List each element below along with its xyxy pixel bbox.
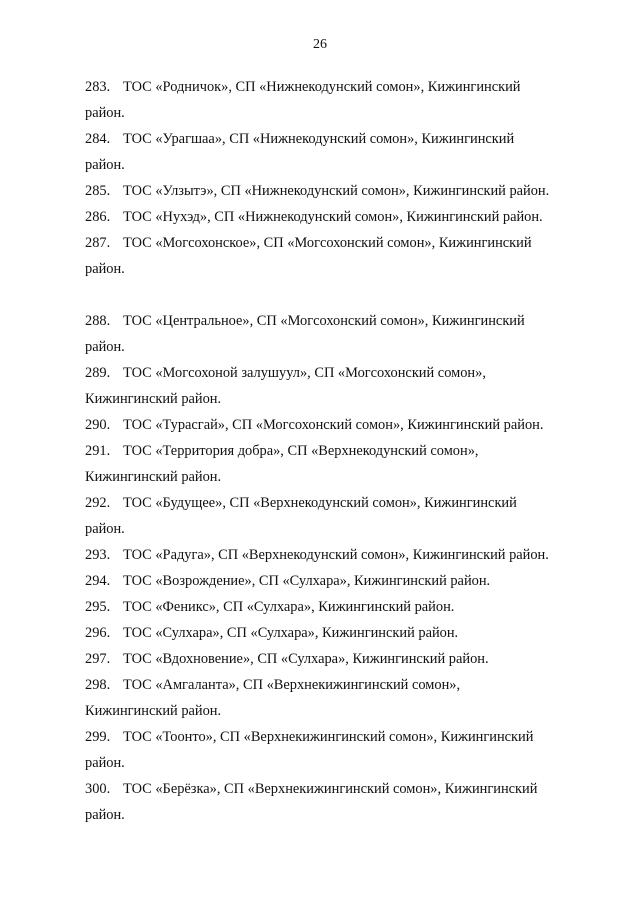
list-item (85, 594, 585, 620)
list-item (85, 74, 585, 126)
item-text: ТОС «Территория добра», СП «Верхнекодунский сомон», (123, 443, 479, 459)
item-text: ТОС «Центральное», СП «Могсохонский сомон», Кижингинский (123, 313, 525, 329)
item-number: 288. (85, 313, 111, 329)
item-text-continuation: район. (85, 105, 125, 121)
item-number: 283. (85, 79, 111, 95)
item-text: ТОС «Берёзка», СП «Верхнекижингинский сомон», Кижингинский (123, 781, 538, 797)
list-item (85, 230, 585, 282)
item-text: ТОС «Феникс», СП «Сулхара», Кижингинский район. (123, 599, 455, 615)
item-number: 296. (85, 625, 111, 641)
list-item (85, 178, 585, 204)
item-text: ТОС «Возрождение», СП «Сулхара», Кижингинский район. (123, 573, 491, 589)
item-number: 297. (85, 651, 111, 667)
item-number: 298. (85, 677, 111, 693)
item-number: 292. (85, 495, 111, 511)
item-number: 284. (85, 131, 111, 147)
item-text: ТОС «Амгаланта», СП «Верхнекижингинский сомон», (123, 677, 461, 693)
item-text-continuation: район. (85, 755, 125, 771)
item-number: 285. (85, 183, 111, 199)
list-item (85, 542, 585, 568)
list-item (85, 646, 585, 672)
list-item (85, 490, 585, 542)
list-item (85, 620, 585, 646)
item-text: ТОС «Улзытэ», СП «Нижнекодунский сомон», Кижингинский район. (123, 183, 550, 199)
item-text: ТОС «Родничок», СП «Нижнекодунский сомон», Кижингинский (123, 79, 521, 95)
item-text-continuation: район. (85, 521, 125, 537)
list-item (85, 412, 585, 438)
item-number: 300. (85, 781, 111, 797)
item-text: ТОС «Радуга», СП «Верхнекодунский сомон», Кижингинский район. (123, 547, 549, 563)
item-text: ТОС «Будущее», СП «Верхнекодунский сомон», Кижингинский (123, 495, 517, 511)
item-text-continuation: район. (85, 157, 125, 173)
item-text-continuation: район. (85, 807, 125, 823)
list-item (85, 672, 585, 724)
item-number: 289. (85, 365, 111, 381)
list-item (85, 360, 585, 412)
item-text-continuation: район. (85, 339, 125, 355)
page-number: 26 (313, 37, 327, 52)
list-item (85, 724, 585, 776)
item-number: 291. (85, 443, 111, 459)
item-number: 295. (85, 599, 111, 615)
item-number: 299. (85, 729, 111, 745)
item-text: ТОС «Турасгай», СП «Могсохонский сомон», Кижингинский район. (123, 417, 544, 433)
list-item (85, 126, 585, 178)
blank-line (85, 282, 585, 308)
item-text: ТОС «Могсохоной залушуул», СП «Могсохонский сомон», (123, 365, 486, 381)
item-text: ТОС «Нухэд», СП «Нижнекодунский сомон», Кижингинский район. (123, 209, 543, 225)
item-number: 294. (85, 573, 111, 589)
item-text-continuation: Кижингинский район. (85, 391, 222, 407)
item-text: ТОС «Урагшаа», СП «Нижнекодунский сомон», Кижингинский (123, 131, 515, 147)
list-item (85, 308, 585, 360)
item-text: ТОС «Сулхара», СП «Сулхара», Кижингинский район. (123, 625, 459, 641)
item-text-continuation: Кижингинский район. (85, 469, 222, 485)
list-item (85, 776, 585, 828)
item-text: ТОС «Вдохновение», СП «Сулхара», Кижингинский район. (123, 651, 489, 667)
list-item (85, 204, 585, 230)
item-text: ТОС «Тоонто», СП «Верхнекижингинский сомон», Кижингинский (123, 729, 534, 745)
item-number: 287. (85, 235, 111, 251)
item-number: 286. (85, 209, 111, 225)
item-number: 290. (85, 417, 111, 433)
list-item (85, 438, 585, 490)
entry-list (85, 74, 585, 828)
item-text-continuation: район. (85, 261, 125, 277)
item-number: 293. (85, 547, 111, 563)
item-text: ТОС «Могсохонское», СП «Могсохонский сомон», Кижингинский (123, 235, 532, 251)
item-text-continuation: Кижингинский район. (85, 703, 222, 719)
list-item (85, 568, 585, 594)
